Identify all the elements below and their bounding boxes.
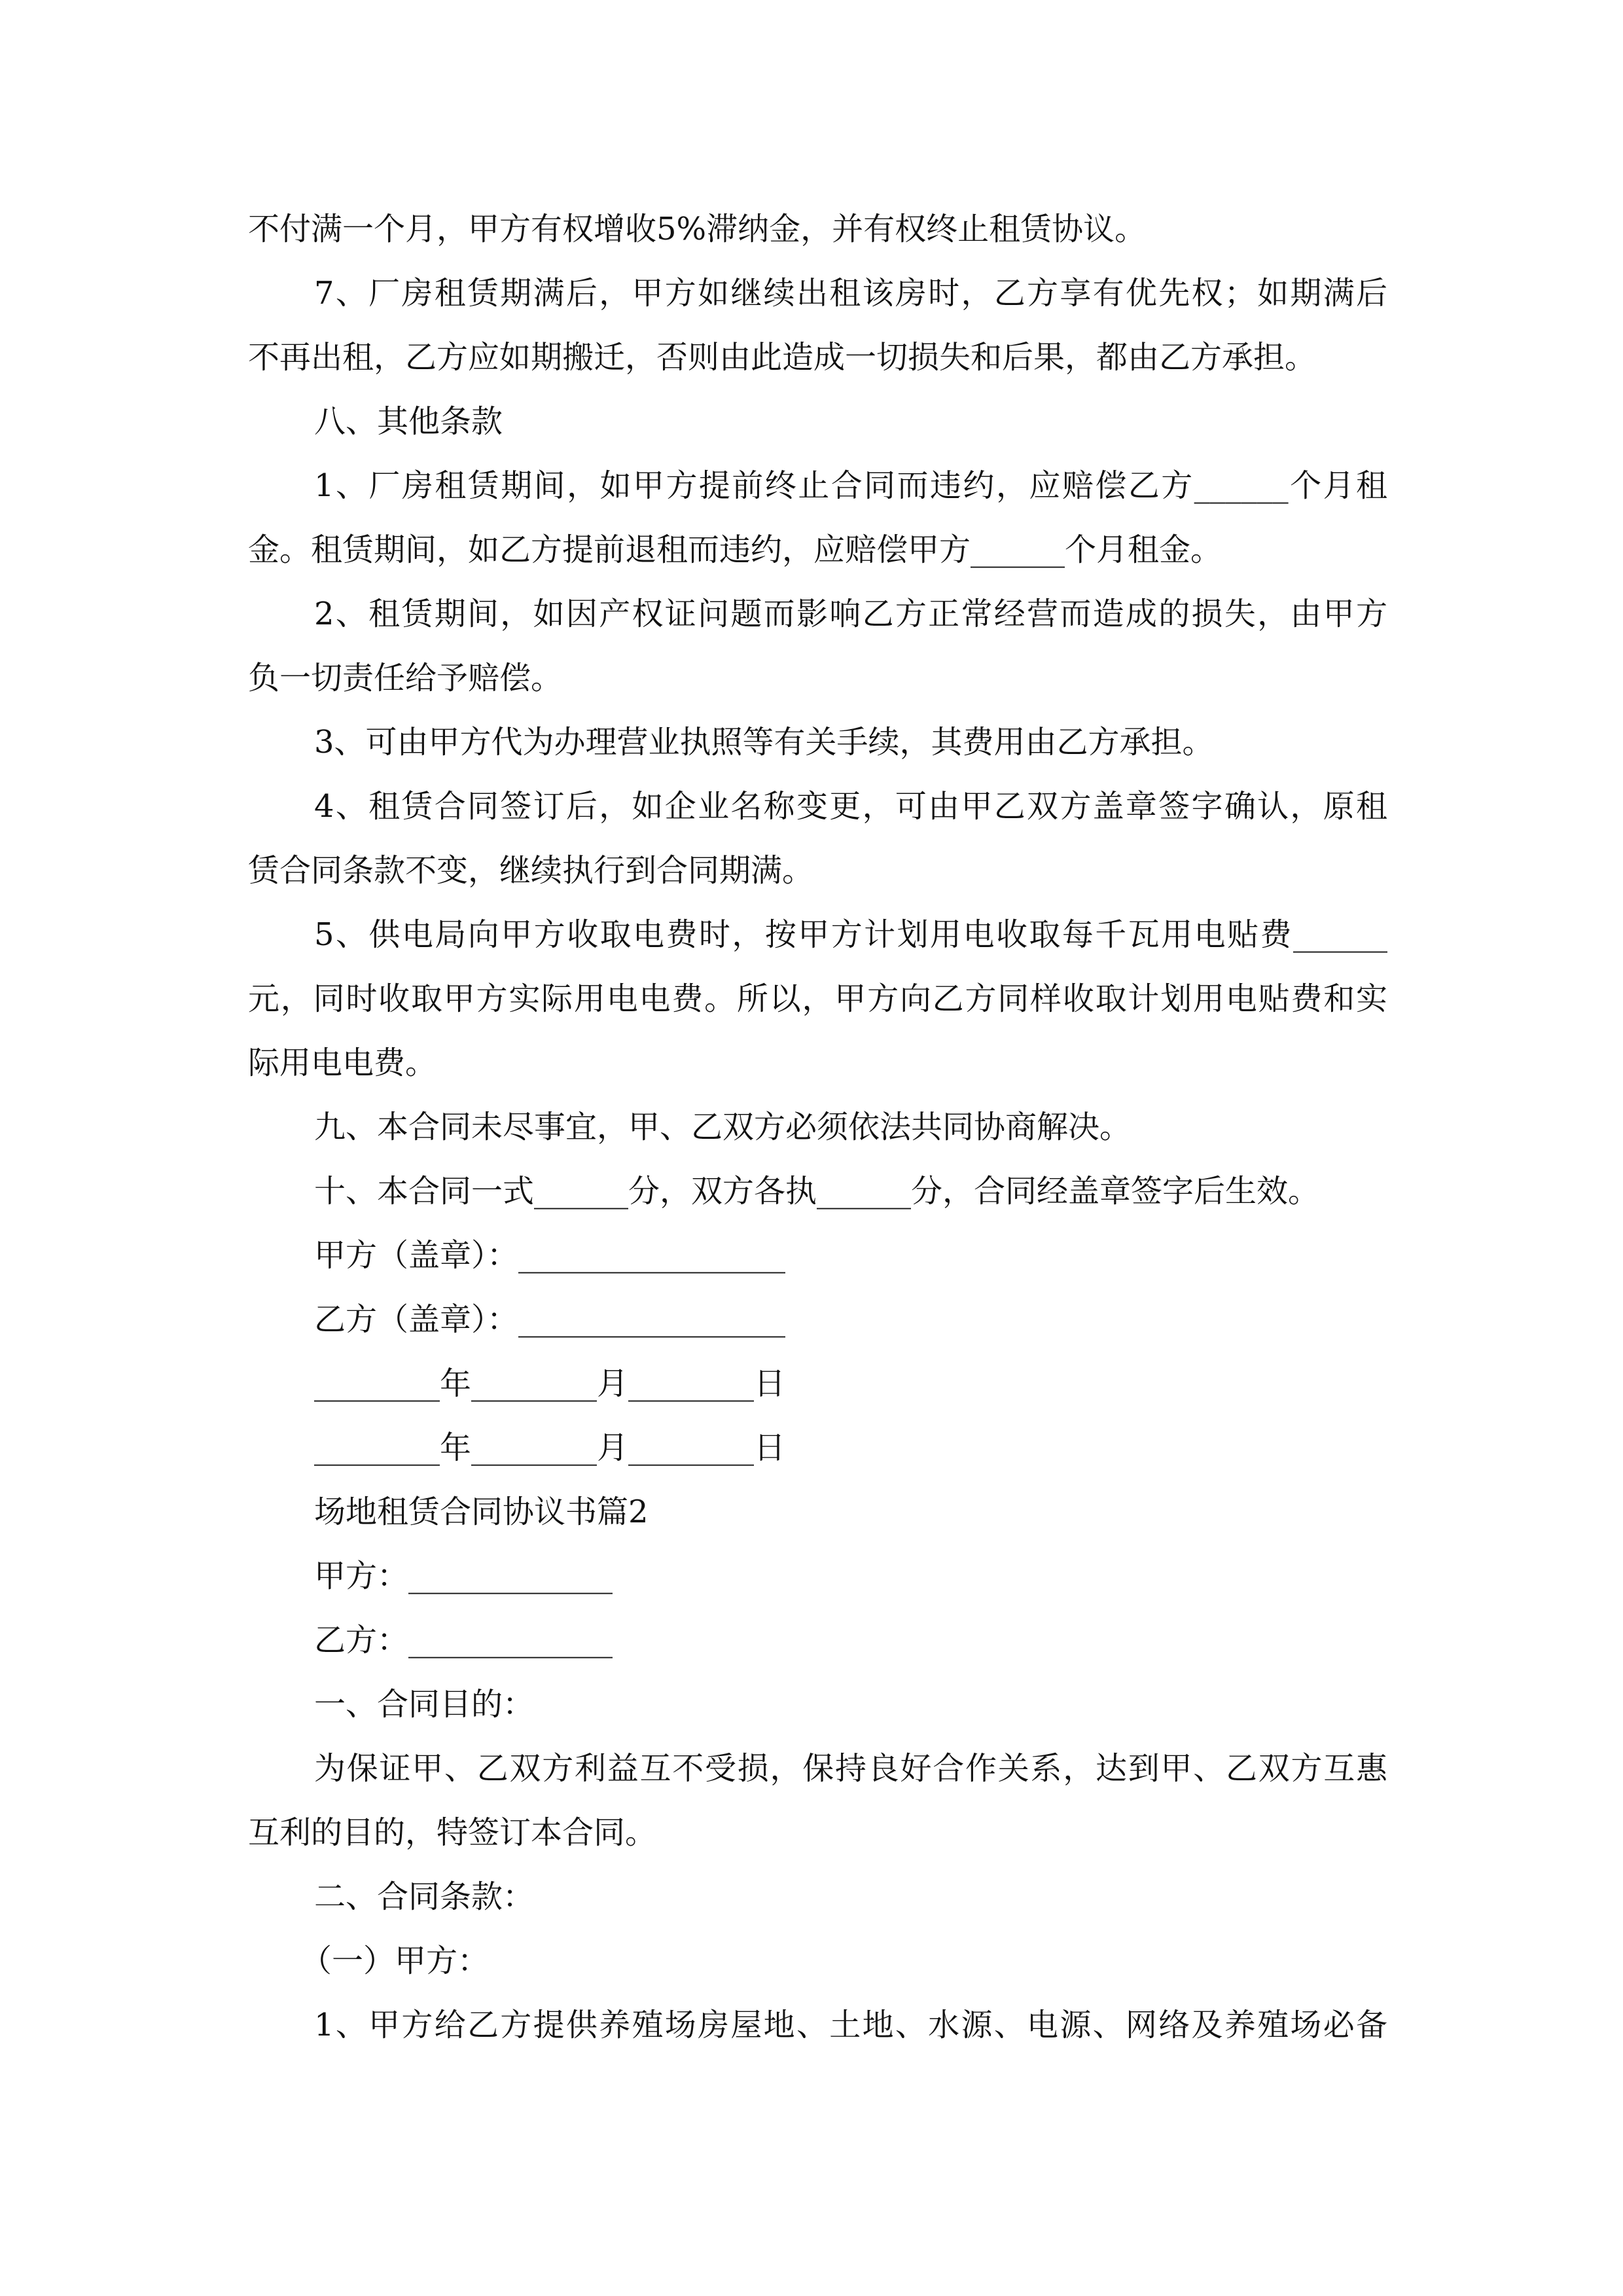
party-b-line: 乙方：_____________ <box>314 1622 613 1659</box>
text-line: 金。租赁期间，如乙方提前退租而违约，应赔偿甲方______个月租金。 <box>248 531 1222 568</box>
party-a-seal-line: 甲方（盖章）：_________________ <box>314 1237 786 1274</box>
section-heading: 八、其他条款 <box>314 403 503 440</box>
clause-3: 3、可由甲方代为办理营业执照等有关手续，其费用由乙方承担。 <box>314 724 1214 761</box>
party-b-seal-line: 乙方（盖章）：_________________ <box>314 1301 786 1338</box>
section-heading: 一、合同目的： <box>314 1686 535 1723</box>
clause-5: 5、供电局向甲方收取电费时，按甲方计划用电收取每千瓦用电贴费______ <box>314 916 1387 953</box>
text-line: 赁合同条款不变，继续执行到合同期满。 <box>248 852 814 889</box>
section-10: 十、本合同一式______分，双方各执______分，合同经盖章签字后生效。 <box>314 1173 1320 1210</box>
text-line: 不付满一个月，甲方有权增收5%滞纳金，并有权终止租赁协议。 <box>248 211 1147 247</box>
clause-1: 1、甲方给乙方提供养殖场房屋地、土地、水源、电源、网络及养殖场必备 <box>314 2007 1387 2043</box>
party-a-line: 甲方：_____________ <box>314 1558 613 1594</box>
text-line: 互利的目的，特签订本合同。 <box>248 1814 657 1851</box>
date-line: ________年________月________日 <box>314 1365 786 1402</box>
subsection-heading: （一）甲方： <box>300 1943 490 1979</box>
text-line: 元，同时收取甲方实际用电电费。所以，甲方向乙方同样收取计划用电贴费和实 <box>248 980 1387 1017</box>
text-line: 不再出租，乙方应如期搬迁，否则由此造成一切损失和后果，都由乙方承担。 <box>248 339 1317 376</box>
document-page <box>248 197 1387 2057</box>
clause-2: 2、租赁期间，如因产权证问题而影响乙方正常经营而造成的损失，由甲方 <box>314 596 1387 632</box>
section-9: 九、本合同未尽事宜，甲、乙双方必须依法共同协商解决。 <box>314 1109 1132 1145</box>
clause-4: 4、租赁合同签订后，如企业名称变更，可由甲乙双方盖章签字确认，原租 <box>314 788 1387 825</box>
date-line: ________年________月________日 <box>314 1429 786 1466</box>
document-subtitle: 场地租赁合同协议书篇2 <box>314 1494 649 1530</box>
clause-1: 1、厂房租赁期间，如甲方提前终止合同而违约，应赔偿乙方______个月租 <box>314 467 1387 504</box>
text-line: 负一切责任给予赔偿。 <box>248 660 563 696</box>
section-heading: 二、合同条款： <box>314 1878 535 1915</box>
clause-7: 7、厂房租赁期满后，甲方如继续出租该房时，乙方享有优先权；如期满后 <box>314 275 1387 312</box>
text-line: 际用电电费。 <box>248 1045 437 1081</box>
purpose-text: 为保证甲、乙双方利益互不受损，保持良好合作关系，达到甲、乙双方互惠 <box>314 1750 1387 1787</box>
